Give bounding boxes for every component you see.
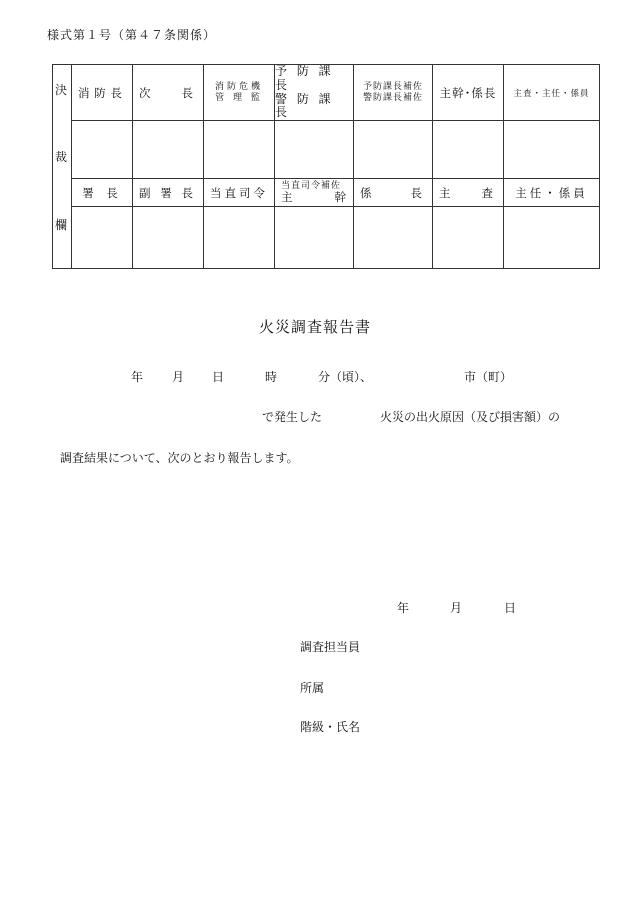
date-hour-label: 時 bbox=[265, 370, 278, 384]
cause-text: 火災の出火原因（及び損害額）の bbox=[380, 410, 561, 424]
stamp-box[interactable] bbox=[354, 207, 433, 269]
header-deputy-chief: 次 長 bbox=[133, 65, 204, 121]
occurred-text: で発生した bbox=[262, 410, 323, 424]
sign-day-label: 日 bbox=[504, 601, 517, 615]
investigator-label: 調査担当員 bbox=[300, 640, 361, 654]
report-statement: 調査結果について、次のとおり報告します。 bbox=[60, 451, 299, 465]
header-crisis-manager: 消防危機 管 理 監 bbox=[204, 65, 275, 121]
city-label: 市（町） bbox=[464, 370, 513, 384]
stamp-box[interactable] bbox=[354, 121, 433, 179]
approval-table bbox=[52, 64, 600, 269]
header-fire-chief: 消 防 長 bbox=[72, 65, 133, 121]
stamp-box[interactable] bbox=[72, 207, 133, 269]
stamp-box[interactable] bbox=[433, 207, 504, 269]
approval-side-label: 決 裁 欄 bbox=[53, 65, 72, 269]
header-supervisor: 主幹･係長 bbox=[433, 65, 504, 121]
header-assistant-chief: 予防課長補佐 警防課長補佐 bbox=[354, 65, 433, 121]
stamp-box[interactable] bbox=[133, 207, 204, 269]
header-staff: 主査・主任・係員 bbox=[504, 65, 600, 121]
header-duty-commander: 当直司令 bbox=[204, 179, 275, 207]
stamp-box[interactable] bbox=[204, 207, 275, 269]
rank-name-label: 階級・氏名 bbox=[300, 720, 361, 734]
stamp-box[interactable] bbox=[433, 121, 504, 179]
date-year-label: 年 bbox=[131, 370, 144, 384]
header-station-chief: 署 長 bbox=[72, 179, 133, 207]
stamp-box[interactable] bbox=[275, 207, 354, 269]
stamp-box[interactable] bbox=[72, 121, 133, 179]
header-duty-assistant: 当直司令補佐 主 幹 bbox=[275, 179, 354, 207]
sign-month-label: 月 bbox=[450, 601, 463, 615]
report-title: 火災調査報告書 bbox=[258, 318, 371, 336]
stamp-box[interactable] bbox=[504, 121, 600, 179]
stamp-box[interactable] bbox=[204, 121, 275, 179]
header-inspector: 主 査 bbox=[433, 179, 504, 207]
header-chief: 係 長 bbox=[354, 179, 433, 207]
header-officer-staff: 主任・係員 bbox=[504, 179, 600, 207]
header-deputy-station-chief: 副 署 長 bbox=[133, 179, 204, 207]
stamp-box[interactable] bbox=[133, 121, 204, 179]
stamp-box[interactable] bbox=[504, 207, 600, 269]
date-month-label: 月 bbox=[172, 370, 185, 384]
sign-year-label: 年 bbox=[397, 601, 410, 615]
date-minute-label: 分（頃）、 bbox=[318, 370, 373, 384]
affiliation-label: 所属 bbox=[300, 681, 325, 695]
date-day-label: 日 bbox=[212, 370, 225, 384]
form-number: 様式第１号（第４７条関係） bbox=[47, 28, 217, 42]
stamp-box[interactable] bbox=[275, 121, 354, 179]
header-section-chief: 予 防 課 長 警 防 課 長 bbox=[275, 65, 354, 121]
